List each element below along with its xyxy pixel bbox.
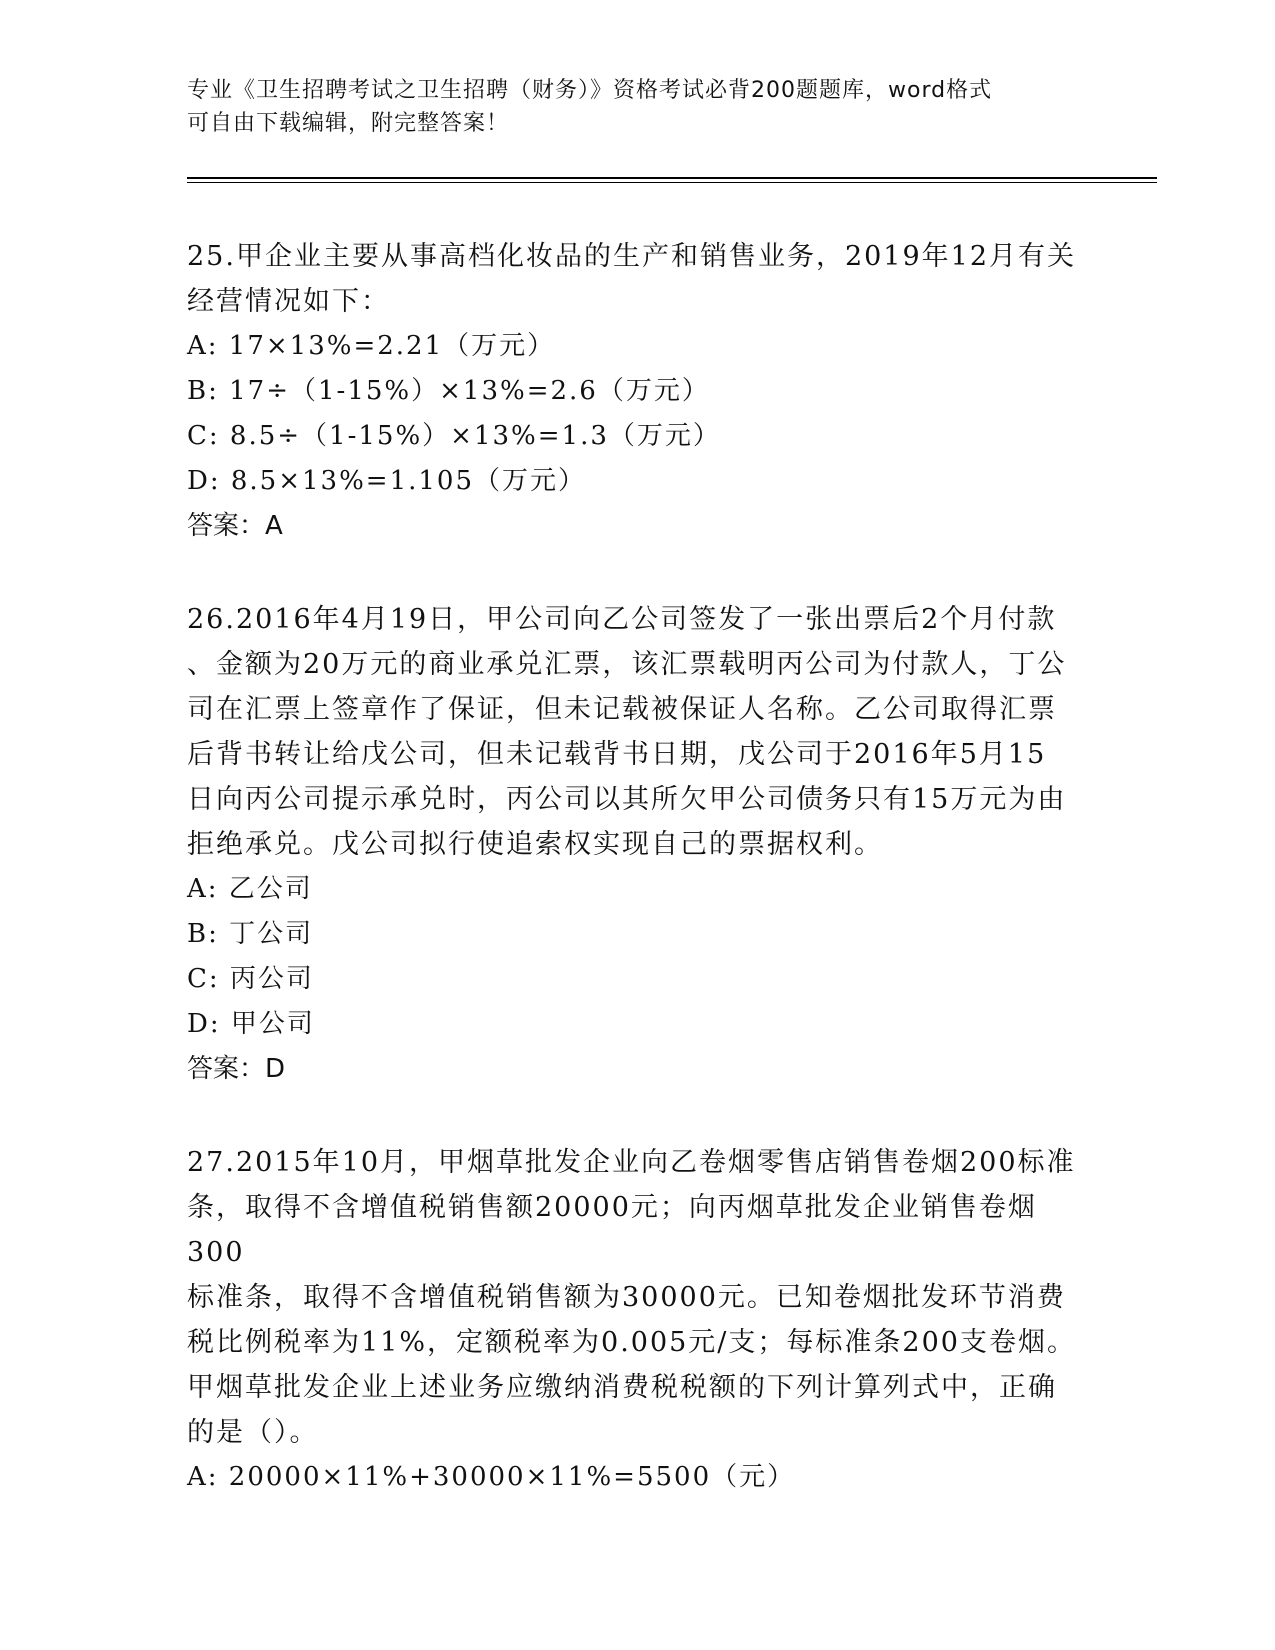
option-a: A: 乙公司 [187,874,313,904]
option-a: A: 20000×11%+30000×11%=5500（元） [187,1462,796,1492]
question-line: 、金额为20万元的商业承兑汇票，该汇票载明丙公司为付款人，丁公 [187,649,1067,680]
document-header [187,74,1067,140]
option-c: C: 8.5÷（1-15%）×13%=1.3（万元） [187,421,721,451]
question-line: 标准条，取得不含增值税销售额为30000元。已知卷烟批发环节消费 [187,1282,1066,1313]
question-line: 拒绝承兑。戊公司拟行使追索权实现自己的票据权利。 [187,829,883,860]
option-d: D: 甲公司 [187,1009,315,1039]
question-list [187,234,1087,1548]
header-line-1: 专业《卫生招聘考试之卫生招聘（财务）》资格考试必背200题题库，word格式 [187,78,993,103]
question-text [187,234,1087,324]
header-divider [187,177,1157,179]
question-line: 25.甲企业主要从事高档化妆品的生产和销售业务，2019年12月有关 [187,241,1077,272]
question-line: 甲烟草批发企业上述业务应缴纳消费税税额的下列计算列式中，正确 [187,1372,1057,1403]
answer: 答案：A [187,511,283,541]
question-line: 税比例税率为11%，定额税率为0.005元/支；每标准条200支卷烟。 [187,1327,1076,1358]
question-text [187,597,1087,867]
question-line: 司在汇票上签章作了保证，但未记载被保证人名称。乙公司取得汇票 [187,694,1057,725]
question-line: 经营情况如下： [187,286,390,317]
question-text [187,1140,1087,1455]
question-line: 27.2015年10月，甲烟草批发企业向乙卷烟零售店销售卷烟200标准 [187,1147,1076,1178]
option-c: C: 丙公司 [187,964,314,994]
question-26 [187,597,1087,1092]
option-b: B: 17÷（1-15%）×13%=2.6（万元） [187,376,710,406]
answer: 答案：D [187,1054,286,1084]
question-line: 条，取得不含增值税销售额20000元；向丙烟草批发企业销售卷烟300 [187,1192,1037,1268]
question-25 [187,234,1087,549]
option-d: D: 8.5×13%=1.105（万元） [187,466,587,496]
question-27 [187,1140,1087,1500]
option-b: B: 丁公司 [187,919,314,949]
header-line-2: 可自由下载编辑，附完整答案！ [187,111,510,136]
header-divider-thin [187,182,1157,183]
question-line: 后背书转让给戊公司，但未记载背书日期，戊公司于2016年5月15 [187,739,1047,770]
question-line: 26.2016年4月19日，甲公司向乙公司签发了一张出票后2个月付款 [187,604,1057,635]
question-line: 日向丙公司提示承兑时，丙公司以其所欠甲公司债务只有15万元为由 [187,784,1067,815]
option-a: A: 17×13%=2.21（万元） [187,331,556,361]
question-line: 的是（）。 [187,1417,319,1448]
